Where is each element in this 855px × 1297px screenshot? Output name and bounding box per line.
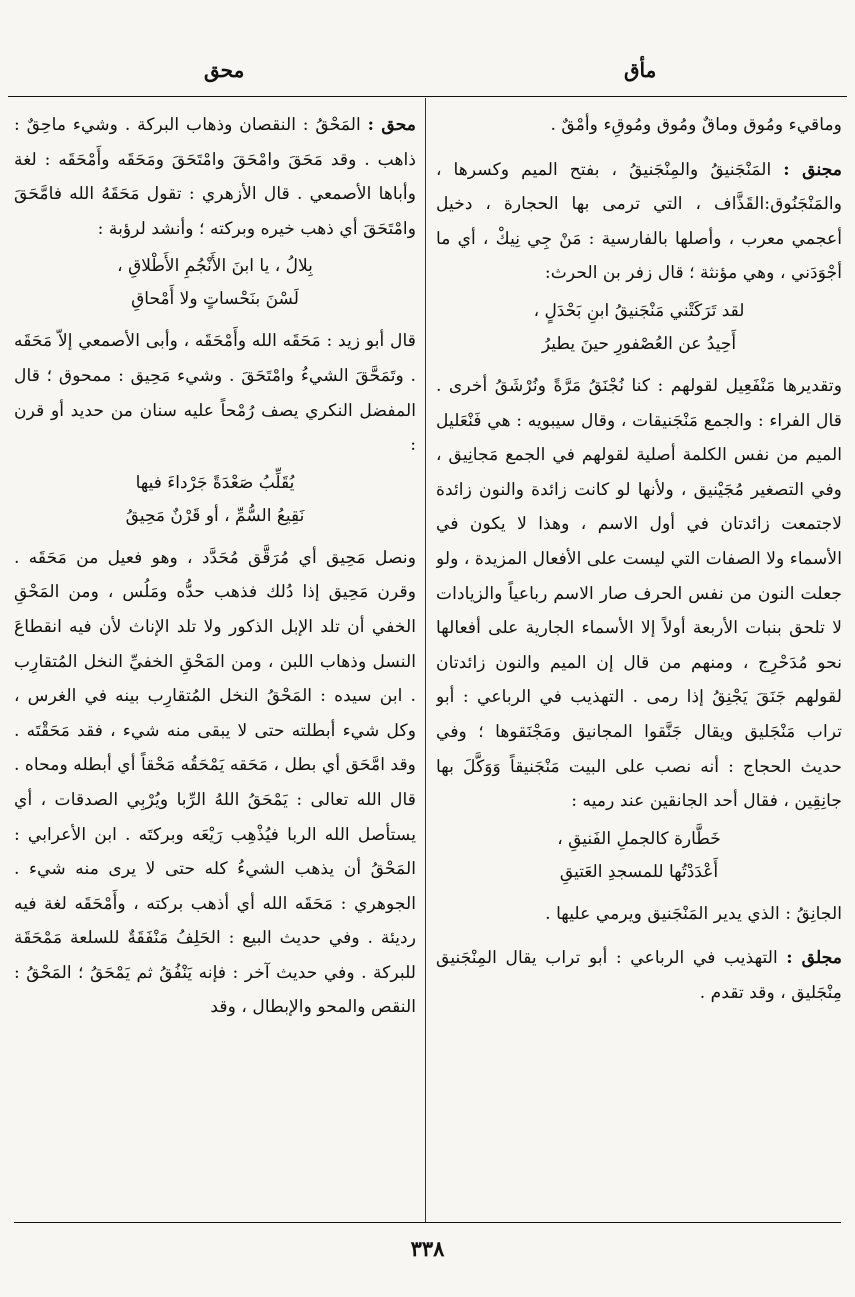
paragraph: وتقديرها مَنْفَعِيل لقولهم : كنا نُجْنَقُ مَرَّةً ونُرْشَقُ أخرى . قال الفراء : والجمع مَنْجَنيقات ، وقال سيبويه : هي فَنْعَليل الميم من نفس الكلمة أصلية لقولهم في الجمع مَجانِيق ، وفي التصغير مُجَيْنيق ، ولأنها لو كانت زائدة والنون زائدة لاجتمعت زائدتان في أول الاسم ، وهذا لا يكون في الأسماء ولا الصفات التي ليست على الأفعال المزيدة ، ولو جعلت النون من نفس الحرف صار الاسم رباعياً والزيادات لا تلحق بنبات الأربعة أولاً إلا الأسماء الجارية على أفعالها نحو مُدَحْرِج ، ومنهم من قال إن الميم والنون زائدتان لقولهم جَنَقَ يَجْنِقُ إذا رمى . التهذيب في الرباعي : أبو تراب مَنْجَليق ويقال جَنَّقوا المجانيق ومَجْنَقوها ؛ وفي حديث الحجاج : أنه نصب على البيت مَنْجَنيقاً وَوَكَّلَ بها جانِقِين ، فقال أحد الجانقين عند رميه : [436, 375, 842, 812]
bottom-rule [14, 1222, 841, 1223]
verse-line: لقد تَرَكَتْني مَنْجَنيقُ ابنِ بَحْدَلٍ ، [533, 300, 745, 321]
verse-line: لَسْنَ بنَحْساتٍ ولا أَمْحاقِ [131, 289, 299, 310]
entry-headword: محق : [367, 115, 416, 135]
verse-line: أَحِيدُ عن العُصْفورِ حينَ يطيرُ [541, 333, 737, 354]
verse-line: بِلالُ ، يا ابنَ الأَنْجُمِ الأَطْلاقِ ، [117, 256, 313, 277]
entry-mhq [14, 108, 416, 246]
running-head-left: محق [204, 58, 245, 82]
spacer [436, 143, 842, 153]
running-head-right: مأق [624, 58, 657, 82]
left-column [14, 108, 416, 1216]
entry-mjlq [436, 941, 842, 1010]
entry-headword: مجلق : [786, 948, 842, 969]
verse [14, 250, 416, 316]
entry-text: التهذيب في الرباعي : أبو تراب يقال المِنْجَنيق مِنْجَليق ، وقد تقدم . [436, 948, 842, 1003]
entry-text: المَحْقُ : النقصان وذهاب البركة . وشيء ماحِقٌ : ذاهب . وقد مَحَقَ وامْحَقَ وامْتَحَقَ ومَحَقَه وأَمْحَقَه : لغة وأباها الأصمعي . قال الأزهري : تقول مَحَقَهُ الله فامَّحَقَ وامْتَحَقَ أي ذهب خيره وبركته ؛ وأنشد لرؤبة : [14, 115, 416, 239]
entry-mjnq [436, 153, 842, 291]
verse-line: أَعْدَدْتُها للمسجدِ العَتيقِ [559, 861, 719, 882]
right-column [436, 108, 842, 1216]
top-rule [8, 96, 847, 97]
paragraph: قال أبو زيد : مَحَقَه الله وأَمْحَقَه ، وأبى الأصمعي إلاّ مَحَقَه . وتَمَحَّقَ الشيءُ وامْتَحَقَ . وشيء مَحِيق : ممحوق ؛ قال المفضل النكري يصف رُمْحاً عليه سنان من حديد أو قرن : [14, 331, 416, 456]
paragraph: الجانِقُ : الذي يدير المَنْجَنيق ويرمي عليها . [545, 903, 842, 924]
entry-text: المَنْجَنيقُ والمِنْجَنيقُ ، بفتح الميم وكسرها ، والمَنْجَنُوق:القَذَّاف ، التي ترمى بها الحجارة ، دخيل أعجمي معرب ، وأصلها بالفارسية : مَنْ جِي نِيكْ ، أي ما أجْوَدَني ، وهي مؤنثة ؛ قال زفر بن الحرث: [436, 159, 842, 284]
paragraph: وماقيء ومُوق وماقٌ ومُوق ومُوقِء وأمْقٌ . [550, 115, 842, 135]
verse [436, 823, 842, 889]
verse-line: يُقَلِّبُ صَعْدَةً جَرْداءَ فيها [135, 472, 295, 493]
verse [14, 467, 416, 533]
page-number: ٣٣٨ [410, 1236, 445, 1261]
entry-headword: مجنق : [783, 159, 842, 180]
verse-line: نَقِيعُ السُّمِّ ، أو قَرْنٌ مَحِيقُ [125, 505, 305, 526]
column-divider [425, 98, 426, 1222]
spacer [436, 931, 842, 941]
verse-line: خَطَّارة كالجملِ الفَنيقِ ، [557, 828, 721, 849]
paragraph: ونصل مَحِيق أي مُرَقَّق مُحَدَّد ، وهو فعيل من مَحَقَه . وقرن مَحِيق إذا دُلك فذهب حدُّه ومَلُس ، ومن المَحْقِ الخفي أن تلد الإبل الذكور ولا تلد الإناث لأن فيه انقطاعَ النسل وذهاب اللبن ، ومن المَحْقِ الخفيِّ النخل المُتقارِب . ابن سيده : المَحْقُ النخل المُتقارِب بينه في الغرس ، وكل شيء أبطلته حتى لا يبقى منه شيء ، فقد مَحَقْتَه . وقد امَّحَق أي بطل ، مَحَقه يَمْحَقُه مَحْقاً أي أبطله ومحاه . قال الله تعالى : يَمْحَقُ اللهُ الرِّبا ويُرْبِي الصدقات ، أي يستأصل الله الربا فيُذْهِب رَيْعَه وبركتَه . ابن الأعرابي : المَحْقُ أن يذهب الشيءُ كله حتى لا يرى منه شيء . الجوهري : مَحَقَه الله أي أذهب بركته ، وأَمْحَقَه لغة فيه رديئة . وفي حديث البيع : الحَلِفُ مَنْفَقَةٌ للسلعة مَمْحَقَة للبركة . وفي حديث آخر : فإنه يَنْفُقُ ثم يَمْحَقُ ؛ المَحْقُ : النقص والمحو والإبطال ، وقد [14, 547, 416, 1018]
verse [436, 295, 842, 361]
